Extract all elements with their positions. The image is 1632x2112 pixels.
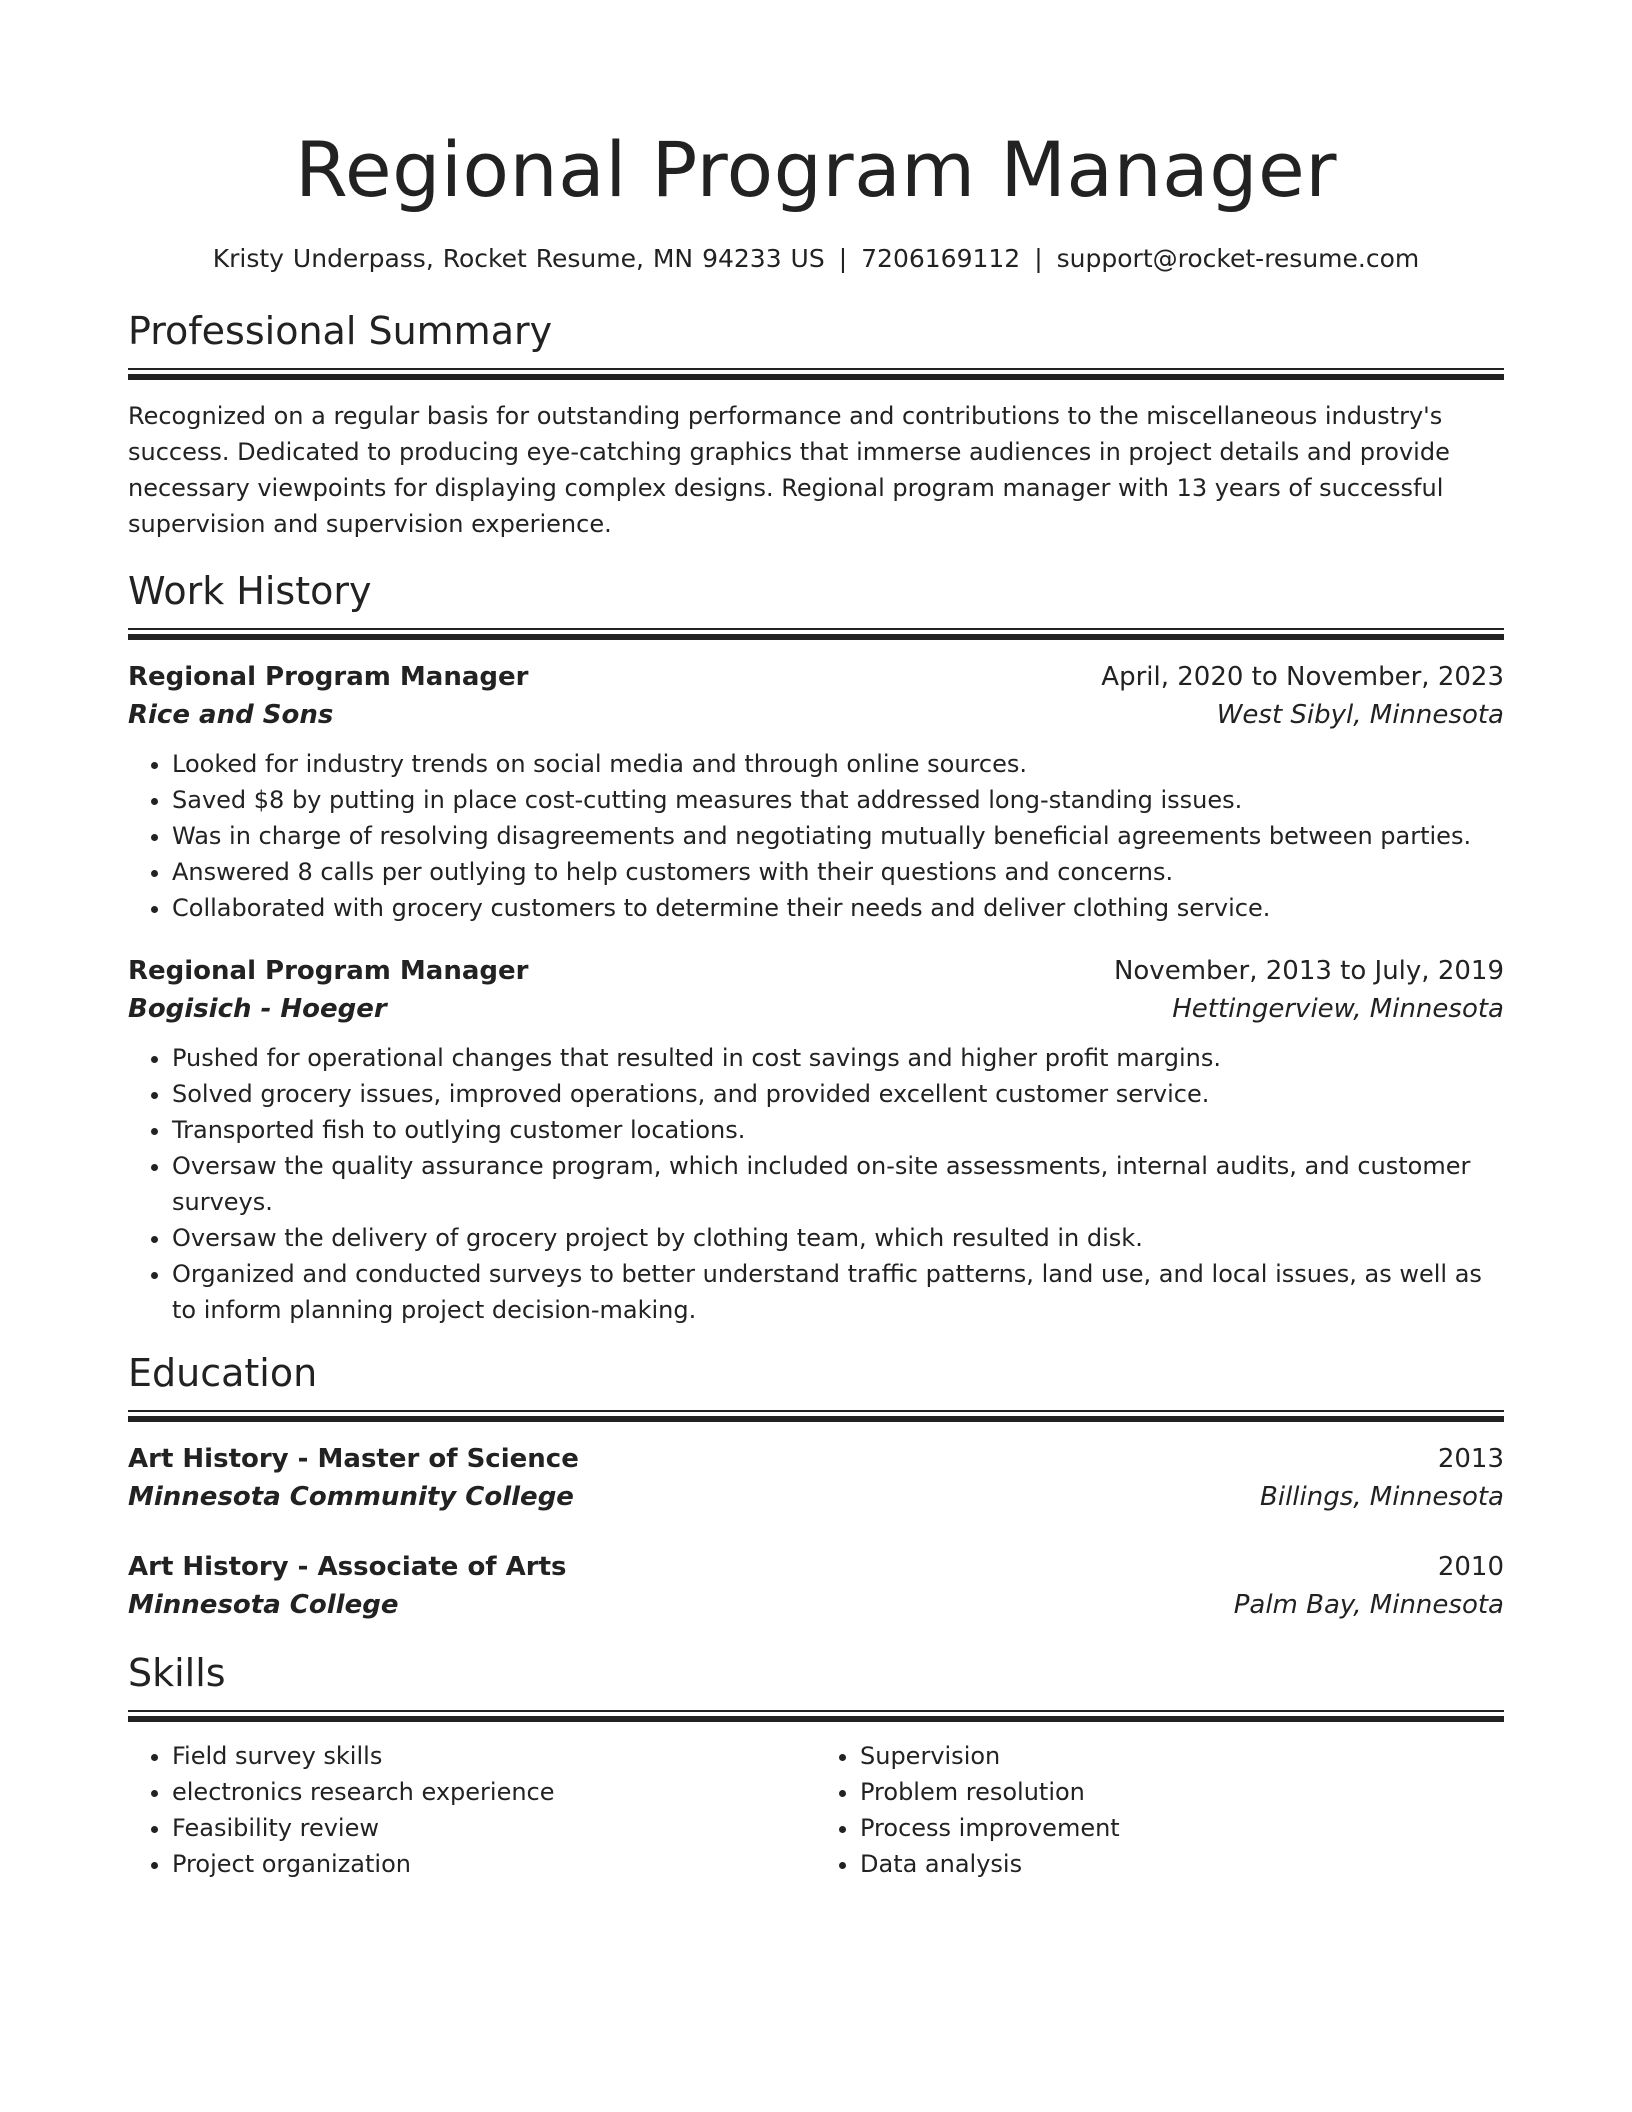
education-location: Billings, Minnesota (1260, 1482, 1504, 1512)
job-bullet: • Solved grocery issues, improved operations, and provided excellent customer service. (172, 1076, 1504, 1112)
skills-column-left (128, 1738, 816, 1882)
education-heading: Education (128, 1351, 318, 1395)
job-bullet: • Organized and conducted surveys to better understand traffic patterns, land use, and local issues, as well as to inform planning project decision-making. (172, 1256, 1504, 1328)
skill-item: • Feasibility review (172, 1810, 816, 1846)
education-subheader (128, 1478, 1504, 1516)
job-title: Regional Program Manager (128, 662, 529, 692)
contact-email: support@rocket-resume.com (1056, 244, 1420, 273)
section-divider (128, 628, 1504, 640)
job-bullet: • Was in charge of resolving disagreements and negotiating mutually beneficial agreements between parties. (172, 818, 1504, 854)
skills-grid (128, 1738, 1504, 1882)
job-bullet: • Saved $8 by putting in place cost-cutting measures that addressed long-standing issues. (172, 782, 1504, 818)
education-entry (128, 1440, 1504, 1516)
education-location: Palm Bay, Minnesota (1233, 1590, 1504, 1620)
education-degree: Art History - Associate of Arts (128, 1552, 567, 1582)
job-bullet: • Answered 8 calls per outlying to help customers with their questions and concerns. (172, 854, 1504, 890)
job-header (128, 952, 1504, 990)
job-bullet: • Oversaw the quality assurance program, which included on-site assessments, internal audits, and customer surveys. (172, 1148, 1504, 1220)
skill-item: • Process improvement (860, 1810, 1504, 1846)
contact-line (128, 242, 1504, 276)
contact-separator: | (1034, 244, 1043, 273)
education-section (128, 1348, 1504, 1624)
contact-address: Kristy Underpass, Rocket Resume, MN 94233 US (212, 244, 825, 273)
job-title: Regional Program Manager (128, 956, 529, 986)
education-entry (128, 1548, 1504, 1624)
education-header (128, 1548, 1504, 1586)
job-bullet: • Pushed for operational changes that resulted in cost savings and higher profit margins. (172, 1040, 1504, 1076)
job-bullet: • Oversaw the delivery of grocery project by clothing team, which resulted in disk. (172, 1220, 1504, 1256)
job-header (128, 658, 1504, 696)
skill-item: • Project organization (172, 1846, 816, 1882)
section-divider (128, 1410, 1504, 1422)
education-school: Minnesota Community College (128, 1482, 574, 1512)
education-year: 2010 (1437, 1552, 1504, 1582)
education-subheader (128, 1586, 1504, 1624)
contact-separator: | (838, 244, 848, 273)
summary-heading: Professional Summary (128, 309, 553, 353)
job-bullets (128, 1040, 1504, 1328)
skill-item: • Problem resolution (860, 1774, 1504, 1810)
summary-section (128, 306, 1504, 542)
job-location: West Sibyl, Minnesota (1216, 700, 1504, 730)
job-bullet: • Looked for industry trends on social media and through online sources. (172, 746, 1504, 782)
skill-item: • electronics research experience (172, 1774, 816, 1810)
contact-phone: 7206169112 (861, 244, 1021, 273)
job-bullets (128, 746, 1504, 926)
skill-item: • Data analysis (860, 1846, 1504, 1882)
education-header (128, 1440, 1504, 1478)
section-divider (128, 368, 1504, 380)
section-divider (128, 1710, 1504, 1722)
summary-text: Recognized on a regular basis for outstanding performance and contributions to the miscellaneous industry's success. Dedicated to producing eye-catching graphics that immerse audiences in project details and provide necessary viewpoints for displaying complex designs. Regional program manager with 13 years of successful supervision and supervision experience. (128, 402, 1450, 538)
work-section (128, 566, 1504, 1328)
job-subheader (128, 696, 1504, 734)
education-school: Minnesota College (128, 1590, 399, 1620)
job-dates: November, 2013 to July, 2019 (1113, 956, 1504, 986)
skill-item: • Field survey skills (172, 1738, 816, 1774)
skills-section (128, 1648, 1504, 1882)
job-subheader (128, 990, 1504, 1028)
skill-item: • Supervision (860, 1738, 1504, 1774)
job-entry (128, 658, 1504, 926)
education-degree: Art History - Master of Science (128, 1444, 579, 1474)
skills-heading: Skills (128, 1651, 226, 1695)
resume-title: Regional Program Manager (295, 125, 1337, 214)
job-dates: April, 2020 to November, 2023 (1101, 662, 1504, 692)
work-heading: Work History (128, 569, 372, 613)
education-year: 2013 (1437, 1444, 1504, 1474)
skills-column-right (816, 1738, 1504, 1882)
job-bullet: • Transported fish to outlying customer locations. (172, 1112, 1504, 1148)
job-location: Hettingerview, Minnesota (1172, 994, 1504, 1024)
job-company: Bogisich - Hoeger (128, 994, 387, 1024)
job-company: Rice and Sons (128, 700, 334, 730)
job-entry (128, 952, 1504, 1328)
job-bullet: • Collaborated with grocery customers to determine their needs and deliver clothing service. (172, 890, 1504, 926)
